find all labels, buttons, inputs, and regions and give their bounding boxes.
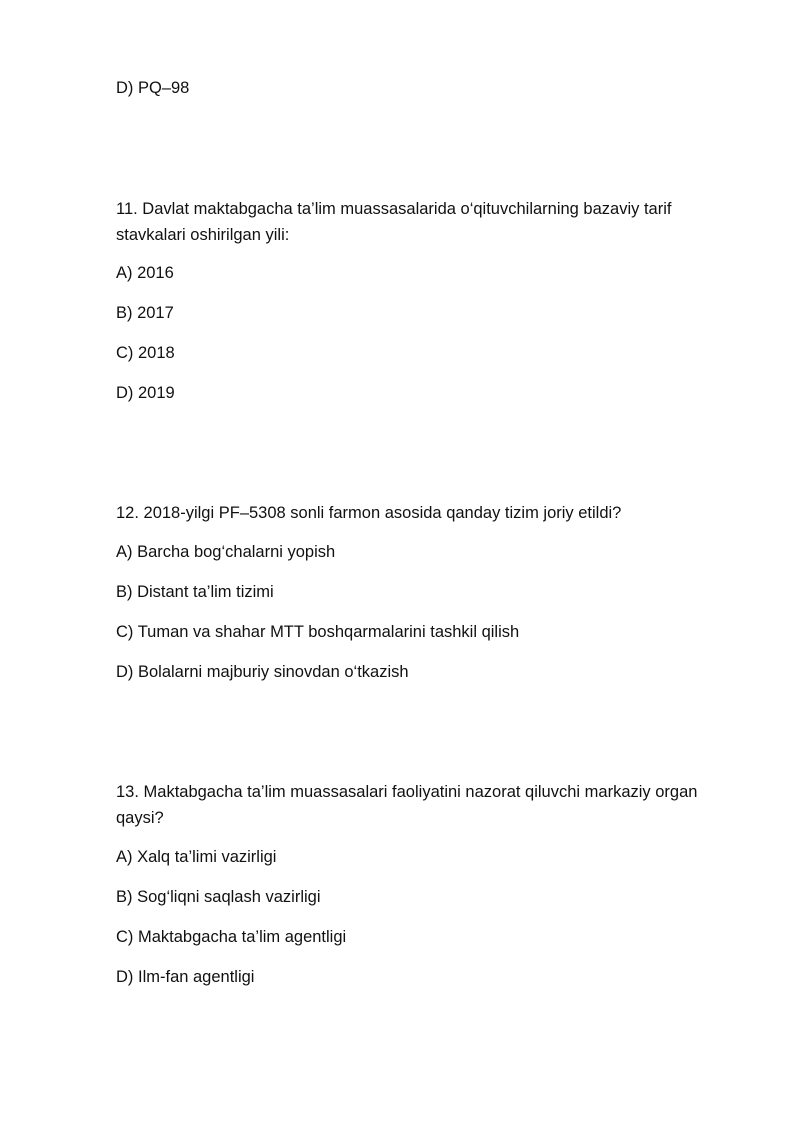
question-13-option-d: D) Ilm-fan agentligi (116, 968, 255, 986)
question-13-option-b: B) Sog‘liqni saqlash vazirligi (116, 888, 321, 906)
question-12-option-d: D) Bolalarni majburiy sinovdan o‘tkazish (116, 663, 409, 681)
question-11-option-d: D) 2019 (116, 384, 175, 402)
question-11-option-b: B) 2017 (116, 304, 174, 322)
question-11-text: 11. Davlat maktabgacha ta’lim muassasalarida o‘qituvchilarning bazaviy tarif stavkalari oshirilgan yili: (116, 200, 672, 244)
question-13-text: 13. Maktabgacha ta’lim muassasalari faoliyatini nazorat qiluvchi markaziy organ qaysi? (116, 783, 698, 827)
previous-option-d: D) PQ–98 (116, 79, 190, 97)
question-13-option-a: A) Xalq ta’limi vazirligi (116, 848, 277, 866)
question-12-text: 12. 2018-yilgi PF–5308 sonli farmon asosida qanday tizim joriy etildi? (116, 504, 622, 522)
question-12-option-c: C) Tuman va shahar MTT boshqarmalarini tashkil qilish (116, 623, 520, 641)
question-12-option-b: B) Distant ta’lim tizimi (116, 583, 274, 601)
question-11-option-c: C) 2018 (116, 344, 175, 362)
question-11-option-a: A) 2016 (116, 264, 174, 282)
question-13-option-c: C) Maktabgacha ta’lim agentligi (116, 928, 347, 946)
question-12-option-a: A) Barcha bog‘chalarni yopish (116, 543, 336, 561)
